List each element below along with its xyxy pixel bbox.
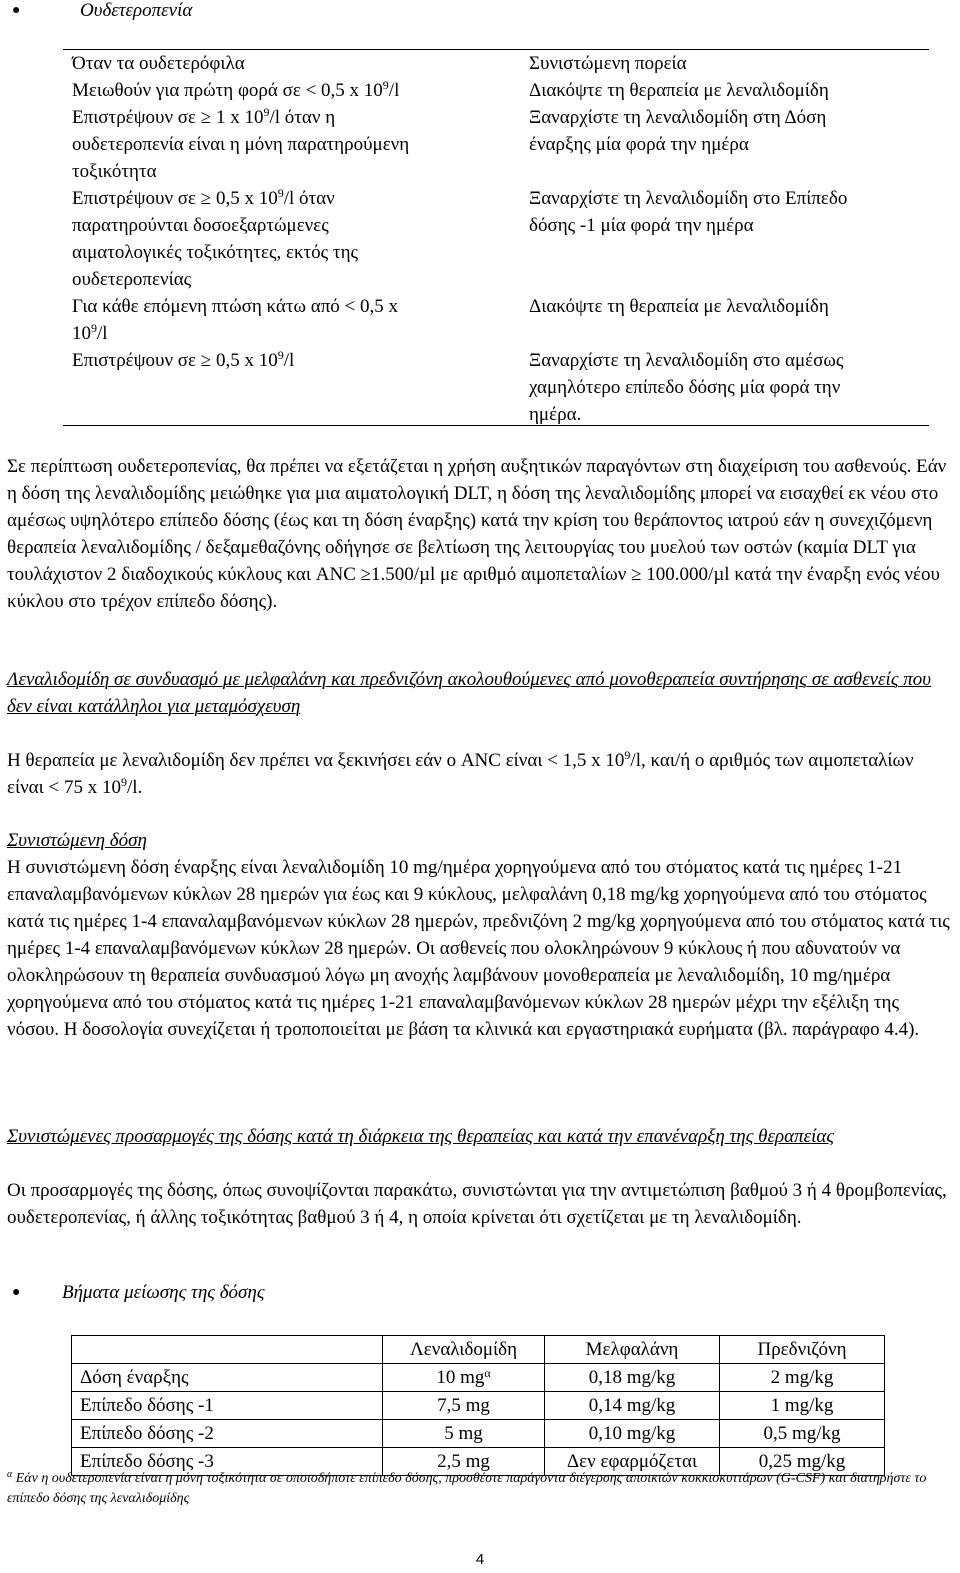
table-cell: παρατηρούνται δοσοεξαρτώμενες [72, 215, 329, 236]
table-cell: 1 mg/kg [720, 1392, 885, 1420]
table-cell: 2 mg/kg [720, 1364, 885, 1392]
table-header-cell: Λεναλιδομίδη [383, 1336, 545, 1364]
table-cell: αιματολογικές τοξικότητες, εκτός της [72, 242, 359, 263]
table-cell: Διακόψτε τη θεραπεία με λεναλιδομίδη [529, 80, 829, 101]
table-cell: Διακόψτε τη θεραπεία με λεναλιδομίδη [529, 296, 829, 317]
table-cell: Επίπεδο δόσης -3 [72, 1448, 383, 1476]
paragraph-initiation-criteria: Η θεραπεία με λεναλιδομίδη δεν πρέπει να ξεκινήσει εάν ο ANC είναι < 1,5 x $10^9/l$, και/ή ο αριθμός των αιμοπεταλίων είναι < 75 x $10^9/l$. [7, 748, 914, 798]
table-header-cell [72, 1336, 383, 1364]
table-cell: Για κάθε επόμενη πτώση κάτω από < 0,5 x [72, 296, 399, 317]
table-cell: Ξαναρχίστε τη λεναλιδομίδη στη Δόση [529, 107, 827, 128]
paragraph-growth-factors: Σε περίπτωση ουδετεροπενίας, θα πρέπει να εξετάζεται η χρήση αυξητικών παραγόντων στη διαχείριση του ασθενούς. Εάν η δόση της λεναλιδομίδης μειώθηκε για μια αιματολογική DLT, η δόση της λεναλιδομίδης μπορεί να εισαχθεί εκ νέου στο αμέσως υψηλότερο επίπεδο δόσης (έως και τη δόση έναρξης) κατά την κρίση του θεράποντος ιατρού εάν η συνεχιζόμενη θεραπεία λεναλιδομίδης / δεξαμεθαζόνης οδήγησε σε βελτίωση της λειτουργίας του μυελού των οστών (καμία DLT για τουλάχιστον 2 διαδοχικούς κύκλους και ANC ≥1.500/µl με αριθμό αιμοπεταλίων ≥ 100.000/µl κατά την έναρξη ενός νέου κύκλου στο τρέχον επίπεδο δόσης). [7, 456, 947, 612]
table-cell: Δόση έναρξης [72, 1364, 383, 1392]
table-cell: Δεν εφαρμόζεται [545, 1448, 720, 1476]
table-cell: ουδετεροπενίας [72, 269, 192, 290]
table-header-cell: Πρεδνιζόνη [720, 1336, 885, 1364]
paragraph-recommended-dose: Η συνιστώμενη δόση έναρξης είναι λεναλιδομίδη 10 mg/ημέρα χορηγούμενα από του στόματος κατά τις ημέρες 1-21 επαναλαμβανόμενων κύκλων 28 ημερών για έως και 9 κύκλους, μελφαλάνη 0,18 mg/kg χορηγούμενα από του στόματος κατά τις ημέρες 1-4 επαναλαμβανόμενων κύκλων 28 ημερών, πρεδνιζόνη 2 mg/kg χορηγούμενα από του στόματος κατά τις ημέρες 1-4 επαναλαμβανόμενων κύκλων 28 ημερών. Οι ασθενείς που ολοκληρώνουν 9 κύκλους ή που αδυνατούν να ολοκληρώσουν τη θεραπεία συνδυασμού λόγω μη ανοχής λαμβάνουν μονοθεραπεία με λεναλιδομίδη, 10 mg/ημέρα χορηγούμενα από του στόματος κατά τις ημέρες 1-21 επαναλαμβανόμενων κύκλων 28 ημερών μέχρι την εξέλιξη της νόσου. Η δοσολογία συνεχίζεται ή τροποποιείται με βάση τα κλινικά και εργαστηριακά ευρήματα (βλ. παράγραφο 4.4). [7, 857, 950, 1040]
bullet-icon: ● [12, 3, 21, 18]
table-cell: 0,5 mg/kg [720, 1420, 885, 1448]
bullet-label: Ουδετεροπενία [80, 0, 193, 21]
table-cell: τοξικότητα [72, 161, 157, 182]
page-number: 4 [475, 1551, 485, 1568]
table-row [72, 1364, 885, 1392]
dose-reduction-table [71, 1335, 885, 1476]
table-cell: 7,5 mg [383, 1392, 545, 1420]
bullet-icon: ● [12, 1285, 21, 1300]
table-cell: 0,25 mg/kg [720, 1448, 885, 1476]
section-heading-recommended-dose: Συνιστώμενη δόση [7, 830, 147, 851]
table-cell: Επίπεδο δόσης -1 [72, 1392, 383, 1420]
section-heading-dose-adjustments: Συνιστώμενες προσαρμογές της δόσης κατά τη διάρκεια της θεραπείας και κατά την επανέναρξη της θεραπείας [7, 1126, 835, 1147]
table-cell: ημέρα. [529, 404, 582, 425]
table-cell: Ξαναρχίστε τη λεναλιδομίδη στο αμέσως [529, 350, 844, 371]
table-header-left: Όταν τα ουδετερόφιλα [72, 53, 245, 74]
table-cell: 5 mg [383, 1420, 545, 1448]
table-cell: Ξαναρχίστε τη λεναλιδομίδη στο Επίπεδο [529, 188, 848, 209]
table-cell: Επιστρέψουν σε ≥ 0,5 x $10^9/l$ όταν [72, 186, 335, 209]
table-row [72, 1420, 885, 1448]
table-cell: 2,5 mg [383, 1448, 545, 1476]
table-cell: έναρξης μία φορά την ημέρα [529, 134, 749, 155]
table-footnote: $^\alpha$ Εάν η ουδετεροπενία είναι η μόνη τοξικότητα σε οποιοδήποτε επίπεδο δόσης, προσθέστε παράγοντα διέγερσης αποικιών κοκκιοκυττάρων (G-CSF) και διατηρήστε το επίπεδο δόσης της λεναλιδομίδης [7, 1469, 927, 1506]
section-heading-combination: Λεναλιδομίδη σε συνδυασμό με μελφαλάνη και πρεδνιζόνη ακολουθούμενες από μονοθεραπεία συντήρησης σε ασθενείς που δεν είναι κατάλληλοι για μεταμόσχευση [7, 669, 932, 717]
table-cell: ουδετεροπενία είναι η μόνη παρατηρούμενη [72, 134, 410, 155]
table-cell: 10 $mg^\alpha$ [383, 1364, 545, 1392]
table-header-row [72, 1336, 885, 1364]
neutropenia-table [63, 49, 929, 426]
table-header-cell: Μελφαλάνη [545, 1336, 720, 1364]
table-cell: Μειωθούν για πρώτη φορά σε < 0,5 x $10^9/l$ [72, 78, 400, 101]
table-row [72, 1392, 885, 1420]
paragraph-dose-adjustments: Οι προσαρμογές της δόσης, όπως συνοψίζονται παρακάτω, συνιστώνται για την αντιμετώπιση βαθμού 3 ή 4 θρομβοπενίας, ουδετεροπενίας, ή άλλης τοξικότητας βαθμού 3 ή 4, η οποία κρίνεται ότι σχετίζεται με τη λεναλιδομίδη. [7, 1180, 947, 1228]
table-cell: 0,10 mg/kg [545, 1420, 720, 1448]
table-cell: Επίπεδο δόσης -2 [72, 1420, 383, 1448]
table-cell: $10^9/l$ [72, 321, 108, 344]
table-cell: Επιστρέψουν σε ≥ 0,5 x $10^9/l$ [72, 348, 295, 371]
table-header-right: Συνιστώμενη πορεία [529, 53, 687, 74]
table-cell: Επιστρέψουν σε ≥ 1 x $10^9/l$ όταν η [72, 105, 336, 128]
table-cell: δόσης -1 μία φορά την ημέρα [529, 215, 754, 236]
table-cell: χαμηλότερο επίπεδο δόσης μία φορά την [529, 377, 841, 398]
table-cell: 0,14 mg/kg [545, 1392, 720, 1420]
table-cell: 0,18 mg/kg [545, 1364, 720, 1392]
bullet-label: Βήματα μείωσης της δόσης [62, 1282, 265, 1303]
